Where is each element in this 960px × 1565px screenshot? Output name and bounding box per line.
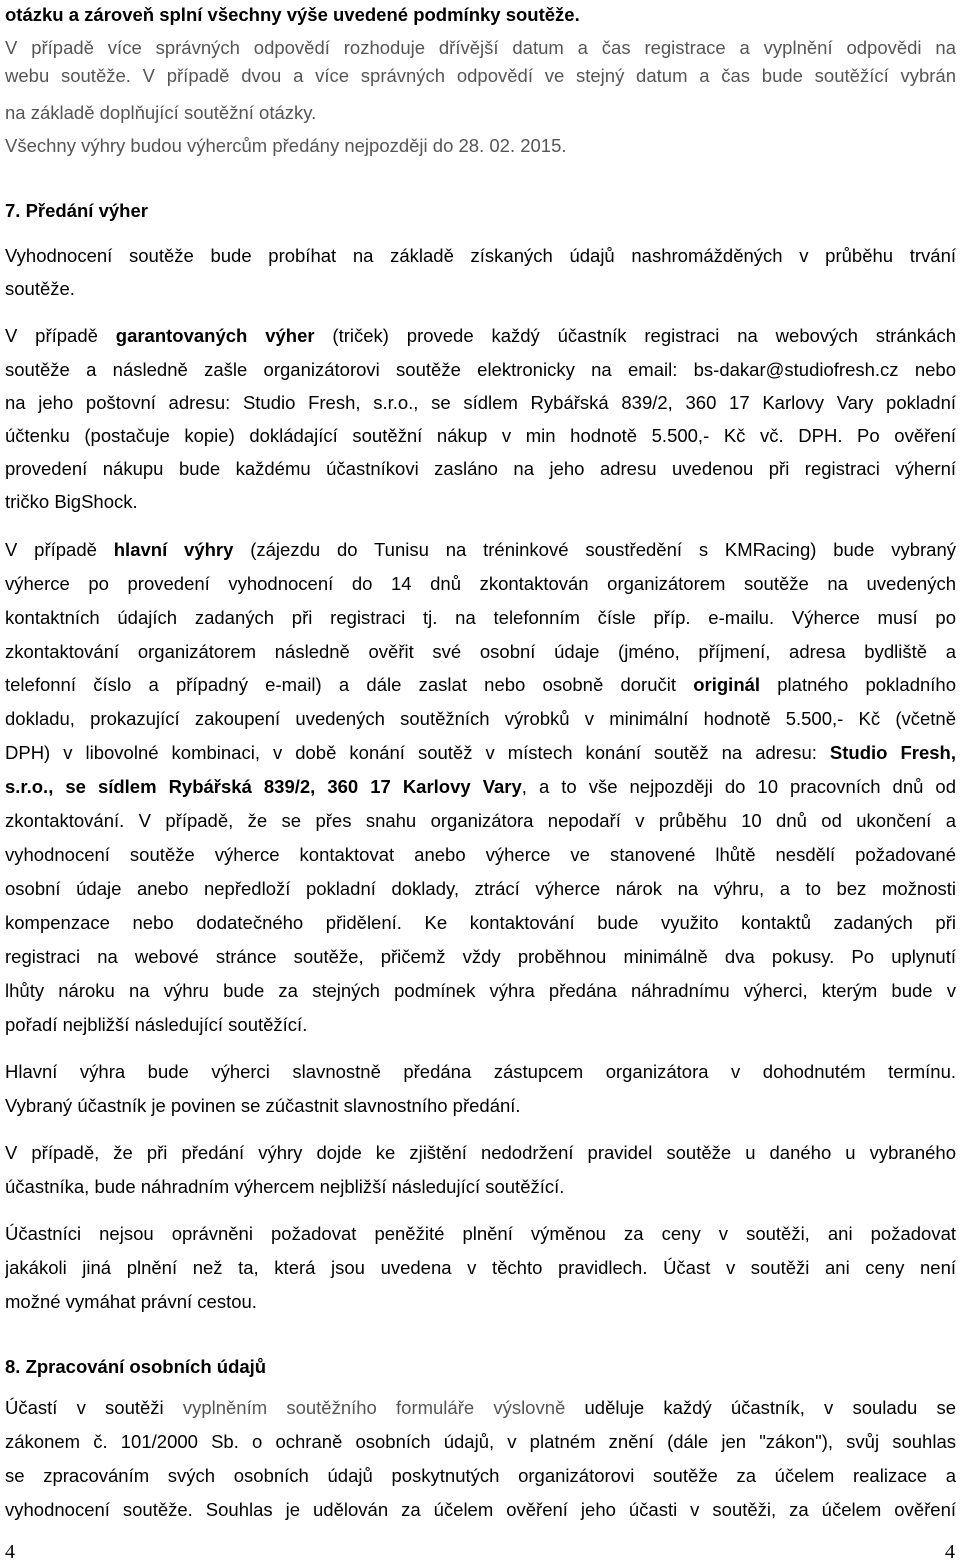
text-line xyxy=(5,1498,956,1522)
text-line xyxy=(5,979,956,1003)
text-line xyxy=(5,1464,956,1488)
text-segment: , a to vše nejpozději do 10 pracovních dnů od xyxy=(521,776,956,797)
text-line xyxy=(5,1290,956,1314)
text-line xyxy=(5,741,956,765)
text-segment: V případě více správných odpovědí rozhoduje dřívější datum a čas registrace a vyplnění odpovědi na xyxy=(5,37,956,58)
text-line xyxy=(5,490,956,514)
text-segment: V případě, že při předání výhry dojde ke zjištění nedodržení pravidel soutěže u daného u vybraného xyxy=(5,1142,956,1163)
text-segment: lhůty nároku na výhru bude za stejných podmínek výhra předána náhradnímu výherci, kterým bude v xyxy=(5,980,956,1001)
text-line xyxy=(5,673,956,697)
text-line xyxy=(5,809,956,833)
text-line xyxy=(5,945,956,969)
text-line xyxy=(5,775,956,799)
text-segment: účtenku (postačuje kopie) dokládající soutěžní nákup v min hodnotě 5.500,- Kč vč. DPH. Po ověření xyxy=(5,425,956,446)
text-segment: na jeho poštovní adresu: Studio Fresh, s.r.o., se sídlem Rybářská 839/2, 360 17 Karlovy Vary pokladní xyxy=(5,392,956,413)
text-line xyxy=(5,64,956,88)
text-segment: Hlavní výhra bude výherci slavnostně předána zástupcem organizátora v dohodnutém termínu. xyxy=(5,1061,956,1082)
text-segment: DPH) v libovolné kombinaci, v době konání soutěž v místech konání soutěž na adresu: xyxy=(5,742,830,763)
text-segment: webu soutěže. V případě dvou a více správných odpovědí ve stejný datum a čas bude soutěžící vybrán xyxy=(5,65,956,86)
text-segment: soutěže. xyxy=(5,278,75,299)
text-segment: V případě xyxy=(5,539,114,560)
text-segment: zákonem č. 101/2000 Sb. o ochraně osobních údajů, v platném znění (dále jen "zákon"), svůj souhlas xyxy=(5,1431,956,1452)
text-line xyxy=(5,538,956,562)
text-line xyxy=(5,1141,956,1165)
text-segment: vyhodnocení soutěže. Souhlas je udělován za účelem ověření jeho účasti v soutěži, za účelem ověření xyxy=(5,1499,956,1520)
text-line xyxy=(5,707,956,731)
bold-text: Studio Fresh, xyxy=(829,742,956,763)
text-segment: (zájezdu do Tunisu na tréninkové soustředění s KMRacing) bude vybraný xyxy=(233,539,956,560)
text-line xyxy=(5,843,956,867)
text-segment: se zpracováním svých osobních údajů poskytnutých organizátorovi soutěže za účelem realizace a xyxy=(5,1465,956,1486)
text-line xyxy=(5,1013,956,1037)
text-line xyxy=(5,911,956,935)
text-line xyxy=(5,572,956,596)
page-number-right: 4 xyxy=(945,1541,955,1563)
text-segment: výherce po provedení vyhodnocení do 14 dnů zkontaktován organizátorem soutěže na uvedených xyxy=(5,573,956,594)
text-line xyxy=(5,199,956,223)
text-line xyxy=(5,36,956,60)
text-segment: vyhodnocení soutěže výherce kontaktovat anebo výherce ve stanovené lhůtě nesdělí požadované xyxy=(5,844,956,865)
text-segment: Účastí v soutěži xyxy=(5,1397,183,1418)
text-segment: telefonní číslo a případný e-mail) a dále zaslat nebo osobně doručit xyxy=(5,674,694,695)
text-segment: zkontaktování organizátorem následně ověřit své osobní údaje (jméno, příjmení, adresa bydliště a xyxy=(5,641,956,662)
text-segment: Vybraný účastník je povinen se zúčastnit slavnostního předání. xyxy=(5,1095,521,1116)
text-segment: V případě xyxy=(5,325,116,346)
bold-text: garantovaných výher xyxy=(115,325,315,346)
text-line xyxy=(5,134,956,158)
bold-text: originál xyxy=(693,674,761,695)
bold-text: hlavní výhry xyxy=(113,539,234,560)
bold-text: 8. Zpracování osobních údajů xyxy=(5,1356,267,1377)
text-segment: možné vymáhat právní cestou. xyxy=(5,1291,257,1312)
text-line xyxy=(5,244,956,268)
text-segment: dokladu, prokazující zakoupení uvedených soutěžních výrobků v minimální hodnotě 5.500,- Kč (včetně xyxy=(5,708,956,729)
text-segment: tričko BigShock. xyxy=(5,491,138,512)
text-line xyxy=(5,877,956,901)
text-segment: jakákoli jiná plnění než ta, která jsou uvedena v těchto pravidlech. Účast v soutěži ani ceny není xyxy=(5,1257,956,1278)
text-line xyxy=(5,1175,956,1199)
text-line xyxy=(5,277,956,301)
text-segment: uděluje každý účastník, v souladu se xyxy=(565,1397,956,1418)
text-segment: platného pokladního xyxy=(760,674,956,695)
text-line xyxy=(5,358,956,382)
text-segment: osobní údaje anebo nepředloží pokladní doklady, ztrácí výherce nárok na výhru, a to bez možnosti xyxy=(5,878,956,899)
text-segment: pořadí nejbližší následující soutěžící. xyxy=(5,1014,308,1035)
text-line xyxy=(5,1430,956,1454)
bold-text: 7. Předání výher xyxy=(5,200,148,221)
text-line xyxy=(5,3,956,27)
text-line xyxy=(5,424,956,448)
page-number-left: 4 xyxy=(5,1541,15,1563)
text-line xyxy=(5,1256,956,1280)
text-segment: na základě doplňující soutěžní otázky. xyxy=(5,102,317,123)
text-segment: kompenzace nebo dodatečného přidělení. Ke kontaktování bude využito kontaktů zadaných při xyxy=(5,912,956,933)
text-segment: Účastníci nejsou oprávněni požadovat peněžité plnění výměnou za ceny v soutěži, ani požadovat xyxy=(5,1223,956,1244)
text-segment: zkontaktování. V případě, že se přes snahu organizátora nepodaří v průběhu 10 dnů od ukončení a xyxy=(5,810,956,831)
text-segment: účastníka, bude náhradním výhercem nejbližší následující soutěžící. xyxy=(5,1176,565,1197)
text-line xyxy=(5,1060,956,1084)
text-segment: registraci na webové stránce soutěže, přičemž vždy proběhnou minimálně dva pokusy. Po uplynutí xyxy=(5,946,956,967)
bold-text: otázku a zároveň splní všechny výše uvedené podmínky soutěže. xyxy=(5,4,580,25)
text-segment: kontaktních údajích zadaných při registraci tj. na telefonním čísle příp. e-mailu. Výherce musí po xyxy=(5,607,956,628)
text-line xyxy=(5,606,956,630)
text-line xyxy=(5,1355,956,1379)
text-line xyxy=(5,1094,956,1118)
text-segment: (triček) provede každý účastník registraci na webových stránkách xyxy=(314,325,956,346)
text-segment: vyplněním soutěžního formuláře výslovně xyxy=(182,1397,566,1418)
bold-text: s.r.o., se sídlem Rybářská 839/2, 360 17 Karlovy Vary xyxy=(5,776,522,797)
text-line xyxy=(5,640,956,664)
text-line xyxy=(5,1222,956,1246)
text-line xyxy=(5,1396,956,1420)
text-segment: soutěže a následně zašle organizátorovi soutěže elektronicky na email: bs-dakar@studiofresh.cz nebo xyxy=(5,359,956,380)
text-line xyxy=(5,457,956,481)
text-line xyxy=(5,101,956,125)
text-line xyxy=(5,324,956,348)
text-segment: Vyhodnocení soutěže bude probíhat na základě získaných údajů nashromážděných v průběhu trvání xyxy=(5,245,956,266)
text-line xyxy=(5,391,956,415)
text-segment: provedení nákupu bude každému účastníkovi zasláno na jeho adresu uvedenou při registraci výherní xyxy=(5,458,956,479)
text-segment: Všechny výhry budou výhercům předány nejpozději do 28. 02. 2015. xyxy=(5,135,567,156)
